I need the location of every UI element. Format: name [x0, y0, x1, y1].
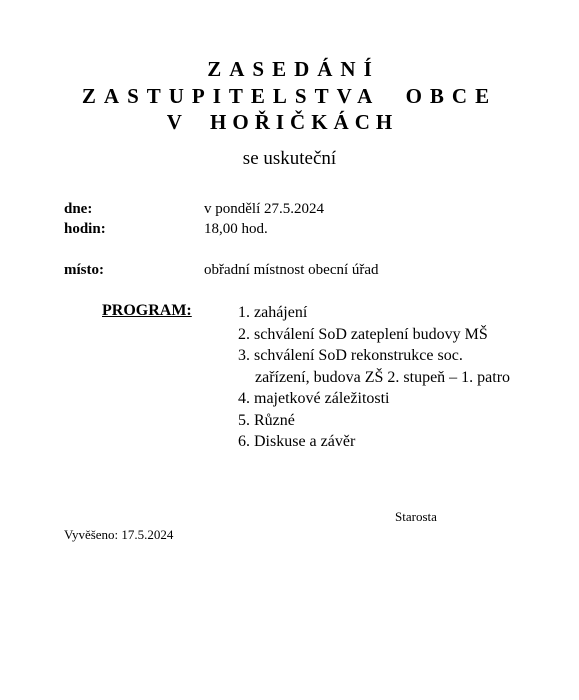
program-item: 6. Diskuse a závěr — [238, 433, 356, 450]
title-line-3: V HOŘIČKÁCH — [166, 110, 399, 134]
title-line-2: ZASTUPITELSTVA OBCE — [81, 84, 498, 108]
day-label: dne: — [64, 201, 93, 217]
program-item-continuation: zařízení, budova ZŠ 2. stupeň – 1. patro — [255, 368, 511, 386]
mayor-signature-label: Starosta — [395, 509, 437, 524]
day-value: v pondělí 27.5.2024 — [204, 201, 324, 217]
program-item: 4. majetkové záležitosti — [238, 390, 390, 407]
title-line-1: ZASEDÁNÍ — [207, 57, 380, 81]
time-label: hodin: — [64, 221, 106, 237]
posted-date: Vyvěšeno: 17.5.2024 — [64, 527, 174, 542]
program-item: 2. schválení SoD zateplení budovy MŠ — [238, 325, 488, 343]
program-item: 1. zahájení — [238, 304, 308, 321]
program-item: 5. Různé — [238, 411, 295, 429]
time-value: 18,00 hod. — [204, 221, 268, 237]
program-heading: PROGRAM: — [102, 302, 192, 319]
program-item: 3. schválení SoD rekonstrukce soc. — [238, 347, 463, 364]
place-label: místo: — [64, 262, 104, 278]
program-list — [238, 302, 510, 453]
place-value: obřadní místnost obecní úřad — [204, 262, 379, 278]
subtitle: se uskuteční — [242, 148, 337, 169]
